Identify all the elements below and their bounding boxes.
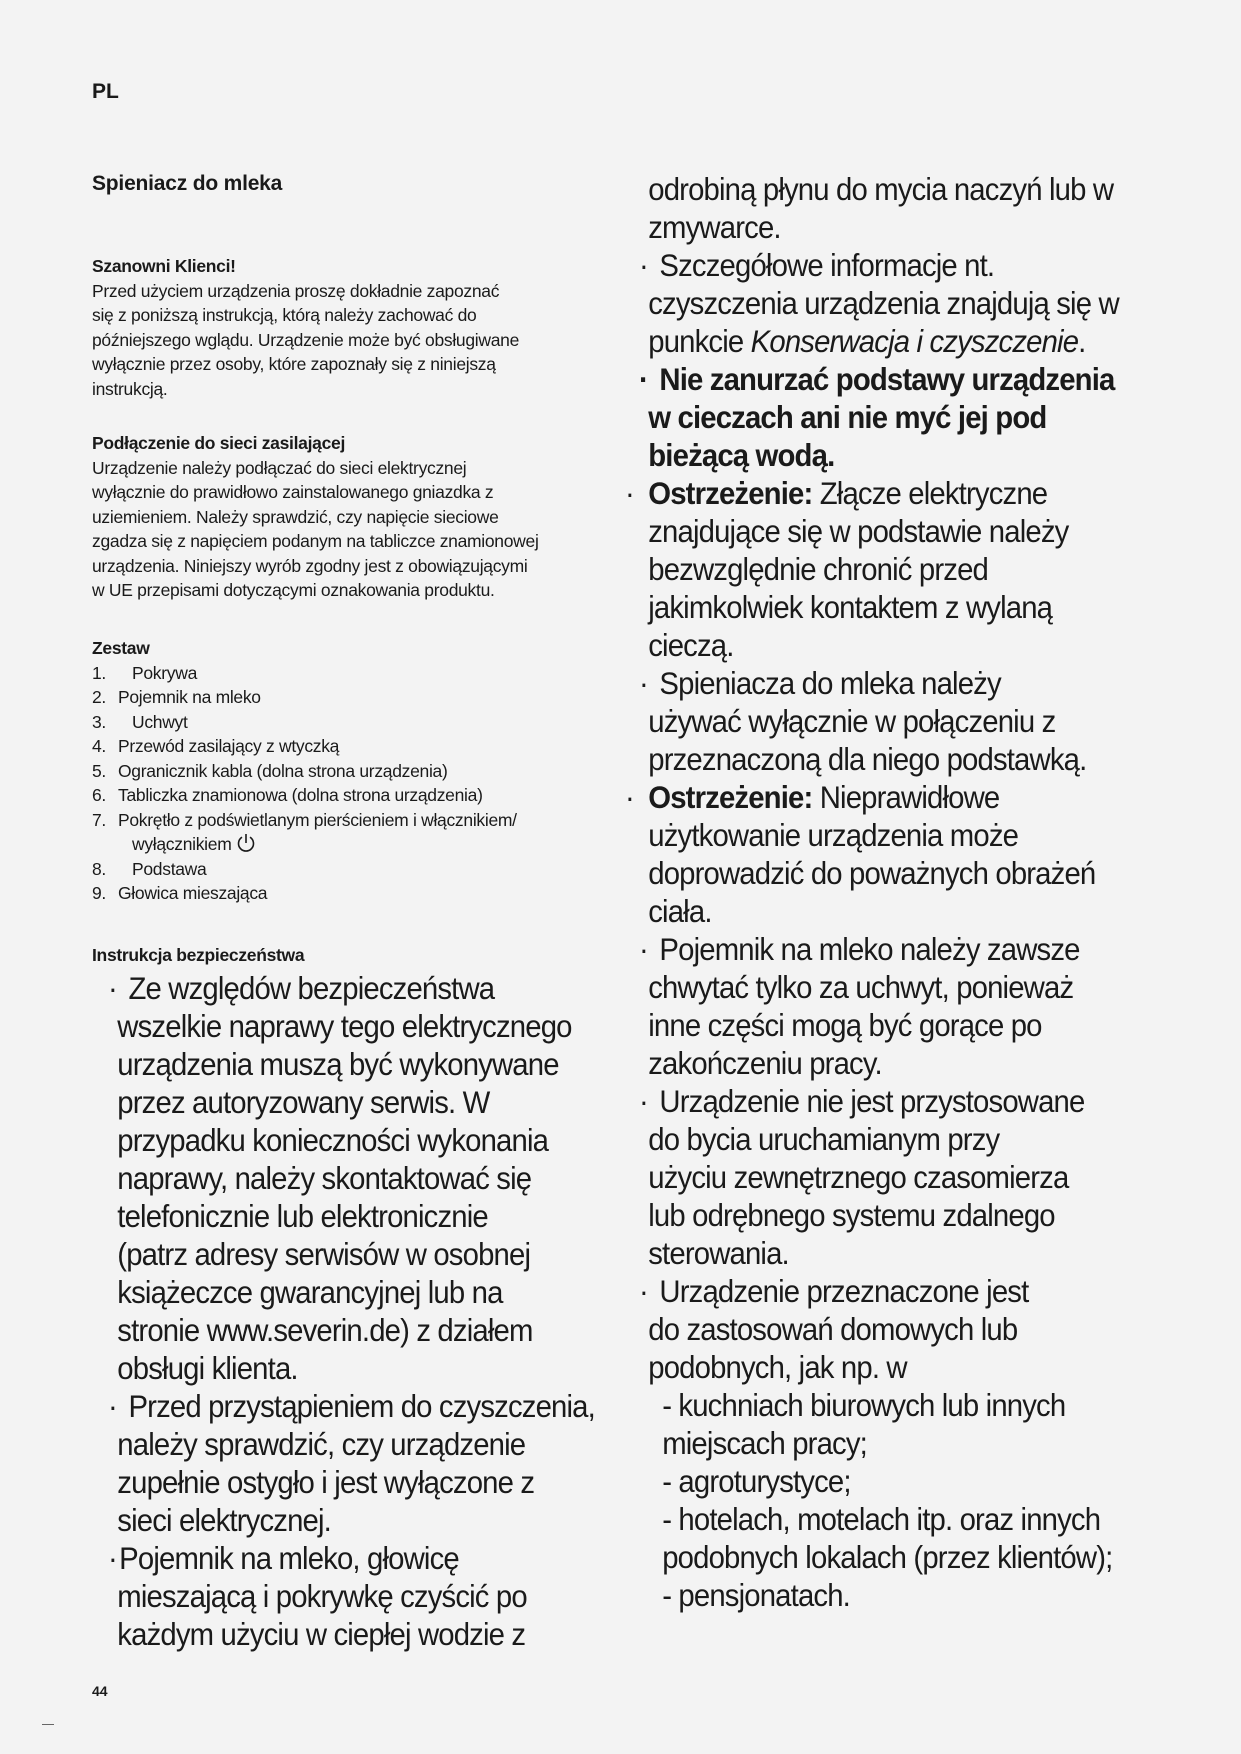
- power-line: uziemieniem. Należy sprawdzić, czy napięcie sieciowe: [92, 506, 499, 527]
- safety-line: · Urządzenie przeznaczone jest: [638, 1273, 1029, 1309]
- safety-line: · Spieniacza do mleka należy: [638, 665, 1001, 701]
- list-item: 6. Tabliczka znamionowa (dolna strona urządzenia): [92, 785, 483, 805]
- safety-line: lub odrębnego systemu zdalnego: [648, 1197, 1055, 1233]
- power-line: urządzenia. Niniejszy wyrób zgodny jest z obowiązującymi: [92, 555, 528, 576]
- power-heading: Podłączenie do sieci zasilającej: [92, 433, 346, 453]
- safety-line: · Pojemnik na mleko należy zawsze: [638, 931, 1080, 967]
- list-item-continuation: wyłącznikiem: [92, 832, 612, 857]
- safety-line: zupełnie ostygło i jest wyłączone z: [117, 1464, 535, 1500]
- list-item: 8. Podstawa: [92, 858, 207, 879]
- safety-line: mieszającą i pokrywkę czyścić po: [117, 1578, 527, 1614]
- safety-line: sieci elektrycznej.: [117, 1502, 331, 1538]
- intro-line: Przed użyciem urządzenia proszę dokładnie zapoznać: [92, 280, 500, 301]
- intro-line: instrukcją.: [92, 378, 168, 399]
- power-line: wyłącznie do prawidłowo zainstalowanego gniazdka z: [92, 482, 494, 502]
- safety-line: podobnych, jak np. w: [648, 1349, 907, 1385]
- safety-line: · Ostrzeżenie: Złącze elektryczne: [625, 475, 1048, 511]
- safety-line: w cieczach ani nie myć jej pod: [648, 399, 1047, 435]
- intro-line: wyłącznie przez osoby, które zapoznały się z niniejszą: [92, 354, 496, 374]
- safety-line: naprawy, należy skontaktować się: [117, 1160, 532, 1196]
- safety-line: · Przed przystąpieniem do czyszczenia,: [108, 1388, 595, 1424]
- page-number: 44: [92, 1683, 108, 1699]
- set-heading: Zestaw: [92, 638, 150, 658]
- bullet-icon: ·: [638, 665, 648, 701]
- set-section: [92, 636, 612, 906]
- safety-line: obsługi klienta.: [117, 1350, 298, 1386]
- safety-line: użyciu zewnętrznego czasomierza: [648, 1159, 1069, 1195]
- safety-line: - agroturystyce;: [662, 1463, 851, 1499]
- bullet-icon: ·: [638, 1083, 648, 1119]
- safety-line: · Ze względów bezpieczeństwa: [108, 970, 495, 1006]
- bullet-icon: ·: [108, 970, 117, 1006]
- bullet-icon: ·: [638, 931, 648, 967]
- safety-line: - hotelach, motelach itp. oraz innych: [662, 1501, 1101, 1537]
- safety-line: stronie www.severin.de) z działem: [117, 1312, 533, 1348]
- safety-line: ciała.: [648, 893, 712, 929]
- power-line: w UE przepisami dotyczącymi oznakowania produktu.: [92, 580, 495, 600]
- safety-line: użytkowanie urządzenia może: [648, 817, 1019, 853]
- safety-line: odrobiną płynu do mycia naczyń lub w: [648, 171, 1114, 207]
- safety-line: podobnych lokalach (przez klientów);: [662, 1539, 1113, 1575]
- safety-right-column: [625, 170, 1202, 1614]
- safety-line: - pensjonatach.: [662, 1577, 850, 1613]
- safety-line: miejscach pracy;: [662, 1425, 867, 1461]
- safety-line: jakimkolwiek kontaktem z wylaną: [648, 589, 1053, 625]
- bullet-icon: ·: [638, 361, 648, 397]
- power-line: zgadza się z napięciem podanym na tabliczce znamionowej: [92, 531, 539, 551]
- safety-line: należy sprawdzić, czy urządzenie: [117, 1426, 526, 1462]
- safety-line: znajdujące się w podstawie należy: [648, 513, 1069, 549]
- safety-line: wszelkie naprawy tego elektrycznego: [117, 1008, 572, 1044]
- warning-label: Ostrzeżenie:: [648, 779, 813, 815]
- safety-line: cieczą.: [648, 627, 734, 663]
- power-line: Urządzenie należy podłączać do sieci elektrycznej: [92, 457, 467, 478]
- list-item: 5. Ogranicznik kabla (dolna strona urządzenia): [92, 760, 448, 781]
- section-reference: Konserwacja i czyszczenie: [750, 323, 1079, 359]
- bullet-icon: ·: [625, 779, 634, 815]
- list-item: 1. Pokrywa: [92, 662, 198, 683]
- safety-section-heading: [92, 943, 612, 968]
- safety-line: inne części mogą być gorące po: [648, 1007, 1042, 1043]
- safety-line: zakończeniu pracy.: [648, 1045, 882, 1081]
- intro-section: [92, 254, 612, 401]
- safety-line: bezwzględnie chronić przed: [648, 551, 989, 587]
- list-item: 9. Głowica mieszająca: [92, 883, 268, 903]
- safety-line: przeznaczoną dla niego podstawką.: [648, 741, 1087, 777]
- safety-line: · Nie zanurzać podstawy urządzenia: [638, 361, 1115, 397]
- language-code: PL: [92, 80, 119, 103]
- safety-line: zmywarce.: [648, 209, 781, 245]
- safety-line: każdym użyciu w ciepłej wodzie z: [117, 1616, 526, 1652]
- safety-line: sterowania.: [648, 1235, 789, 1271]
- safety-line: do bycia uruchamianym przy: [648, 1121, 1000, 1157]
- safety-line: · Ostrzeżenie: Nieprawidłowe: [625, 779, 1000, 815]
- safety-line: punkcie Konserwacja i czyszczenie.: [648, 323, 1086, 359]
- crop-mark: [42, 1724, 54, 1725]
- intro-line: późniejszego wglądu. Urządzenie może być obsługiwane: [92, 329, 520, 350]
- warning-label: Ostrzeżenie:: [648, 475, 813, 511]
- power-section: [92, 431, 612, 603]
- document-title: Spieniacz do mleka: [92, 172, 283, 195]
- safety-line: chwytać tylko za uchwyt, ponieważ: [648, 969, 1074, 1005]
- safety-line: przez autoryzowany serwis. W: [117, 1084, 490, 1120]
- safety-line: telefonicznie lub elektronicznie: [117, 1198, 488, 1234]
- intro-line: się z poniższą instrukcją, którą należy zachować do: [92, 305, 477, 325]
- parts-list: [92, 661, 612, 906]
- list-item: 3. Uchwyt: [92, 711, 188, 732]
- safety-line: (patrz adresy serwisów w osobnej: [117, 1236, 531, 1272]
- safety-heading: Instrukcja bezpieczeństwa: [92, 945, 305, 965]
- safety-left-column: [108, 969, 666, 1653]
- bullet-icon: ·: [638, 1273, 648, 1309]
- safety-line: przypadku konieczności wykonania: [117, 1122, 549, 1158]
- safety-line: · Urządzenie nie jest przystosowane: [638, 1083, 1085, 1119]
- bullet-icon: ·: [625, 475, 634, 511]
- safety-line: używać wyłącznie w połączeniu z: [648, 703, 1056, 739]
- list-item: 4. Przewód zasilający z wtyczką: [92, 736, 340, 756]
- list-item: 2. Pojemnik na mleko: [92, 687, 261, 707]
- safety-line: bieżącą wodą.: [648, 437, 835, 473]
- bullet-icon: ·: [108, 1540, 117, 1576]
- bullet-icon: ·: [108, 1388, 117, 1424]
- safety-line: doprowadzić do poważnych obrażeń: [648, 855, 1096, 891]
- safety-line: do zastosowań domowych lub: [648, 1311, 1018, 1347]
- bullet-icon: ·: [638, 247, 648, 283]
- safety-line: urządzenia muszą być wykonywane: [117, 1046, 559, 1082]
- safety-line: książeczce gwarancyjnej lub na: [117, 1274, 503, 1310]
- intro-heading: Szanowni Klienci!: [92, 256, 236, 276]
- safety-line: czyszczenia urządzenia znajdują się w: [648, 285, 1119, 321]
- safety-line: ·Pojemnik na mleko, głowicę: [108, 1540, 459, 1576]
- safety-line: - kuchniach biurowych lub innych: [662, 1387, 1066, 1423]
- power-icon: [235, 832, 257, 854]
- safety-line: · Szczegółowe informacje nt.: [638, 247, 995, 283]
- list-item: 7. Pokrętło z podświetlanym pierścieniem i włącznikiem/: [92, 809, 517, 830]
